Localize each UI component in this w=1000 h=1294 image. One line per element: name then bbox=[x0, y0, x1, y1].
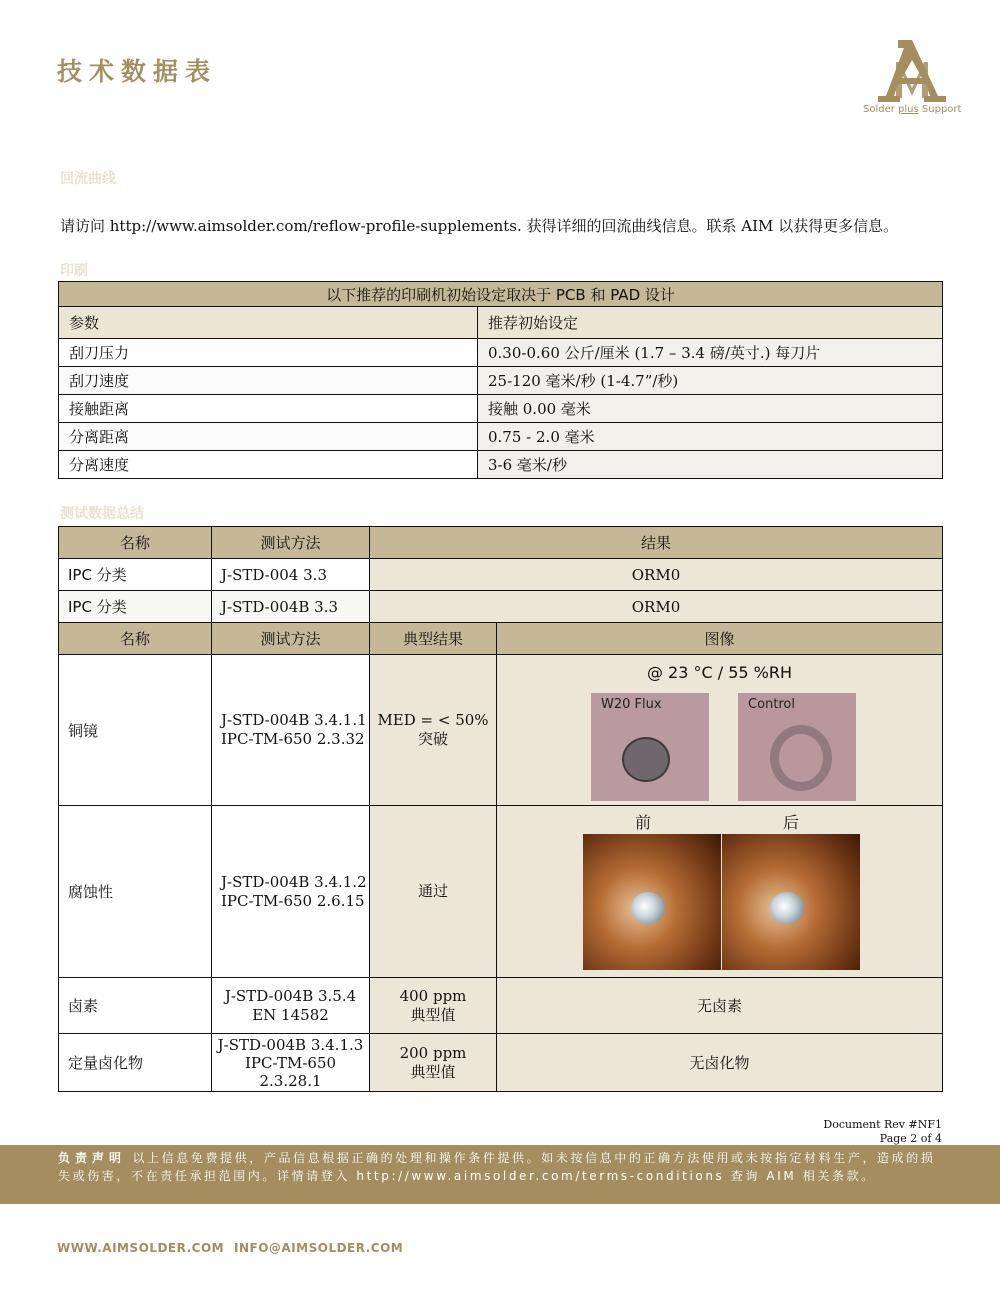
param-cell: 刮刀速度 bbox=[59, 367, 478, 395]
halide-row bbox=[59, 1034, 943, 1092]
test-name: 铜镜 bbox=[59, 655, 212, 806]
typical-result: 200 ppm 典型值 bbox=[370, 1034, 497, 1092]
table-row bbox=[59, 559, 943, 591]
param-cell: 接触距离 bbox=[59, 395, 478, 423]
column-header-name: 名称 bbox=[59, 623, 212, 655]
column-header-setting: 推荐初始设定 bbox=[478, 307, 943, 339]
test-result: ORM0 bbox=[370, 591, 943, 623]
flux-sample-image: W20 Flux bbox=[591, 693, 709, 801]
before-photo bbox=[583, 834, 721, 970]
typical-result: 400 ppm 典型值 bbox=[370, 978, 497, 1034]
reflow-heading: 回流曲线 bbox=[60, 171, 116, 187]
disclaimer-label: 负责声明 bbox=[58, 1151, 127, 1165]
table-row bbox=[59, 395, 943, 423]
test-summary-table bbox=[58, 526, 943, 1092]
test-name: IPC 分类 bbox=[59, 559, 212, 591]
value-cell: 3-6 毫米/秒 bbox=[478, 451, 943, 479]
printing-table bbox=[58, 281, 943, 479]
tests-heading: 测试数据总结 bbox=[60, 506, 144, 522]
after-label: 后 bbox=[783, 813, 800, 832]
corrosion-image bbox=[497, 806, 943, 978]
test-header-row bbox=[59, 527, 943, 559]
value-cell: 接触 0.00 毫米 bbox=[478, 395, 943, 423]
printing-banner-row bbox=[59, 282, 943, 307]
value-cell: 0.75 - 2.0 毫米 bbox=[478, 423, 943, 451]
column-header-name: 名称 bbox=[59, 527, 212, 559]
printing-banner: 以下推荐的印刷机初始设定取决于 PCB 和 PAD 设计 bbox=[59, 282, 943, 307]
table-row bbox=[59, 339, 943, 367]
control-sample-image: Control bbox=[738, 693, 856, 801]
typical-result: MED = < 50% 突破 bbox=[370, 655, 497, 806]
test-result: 无卤化物 bbox=[497, 1034, 943, 1092]
value-cell: 25-120 毫米/秒 (1-4.7”/秒) bbox=[478, 367, 943, 395]
column-header-typical: 典型结果 bbox=[370, 623, 497, 655]
test-header-row-2 bbox=[59, 623, 943, 655]
param-cell: 分离速度 bbox=[59, 451, 478, 479]
column-header-image: 图像 bbox=[497, 623, 943, 655]
test-result: 无卤素 bbox=[497, 978, 943, 1034]
disclaimer-text: 以上信息免费提供，产品信息根据正确的处理和操作条件提供。如未按信息中的正确方法使用或未按指定材料生产，造成的损失或伤害，不在责任承担范围内。详情请登入 http://www.aimsolder.com/terms-conditions 查询 AIM 相关条款。 bbox=[58, 1151, 936, 1183]
printing-heading: 印刷 bbox=[60, 263, 88, 279]
before-label: 前 bbox=[635, 813, 652, 832]
logo-tagline: Solder plus Support bbox=[863, 104, 962, 115]
table-row bbox=[59, 591, 943, 623]
halogen-row bbox=[59, 978, 943, 1034]
corrosion-row bbox=[59, 806, 943, 978]
test-result: ORM0 bbox=[370, 559, 943, 591]
param-cell: 刮刀压力 bbox=[59, 339, 478, 367]
column-header-result: 结果 bbox=[370, 527, 943, 559]
column-header-method: 测试方法 bbox=[212, 623, 370, 655]
page-title: 技术数据表 bbox=[57, 57, 218, 86]
test-name: 腐蚀性 bbox=[59, 806, 212, 978]
disclaimer-banner bbox=[0, 1145, 1000, 1204]
test-method: J-STD-004B 3.4.1.3 IPC-TM-650 2.3.28.1 bbox=[212, 1034, 370, 1092]
test-method: J-STD-004 3.3 bbox=[212, 559, 370, 591]
test-name: 定量卤化物 bbox=[59, 1034, 212, 1092]
test-method: J-STD-004B 3.5.4 EN 14582 bbox=[212, 978, 370, 1034]
test-name: IPC 分类 bbox=[59, 591, 212, 623]
footer-email-link[interactable]: INFO@AIMSOLDER.COM bbox=[234, 1241, 404, 1255]
table-row bbox=[59, 451, 943, 479]
column-header-parameter: 参数 bbox=[59, 307, 478, 339]
test-name: 卤素 bbox=[59, 978, 212, 1034]
test-condition: @ 23 °C / 55 %RH bbox=[646, 663, 793, 682]
test-method: J-STD-004B 3.4.1.2 IPC-TM-650 2.6.15 bbox=[212, 806, 370, 978]
after-photo bbox=[722, 834, 860, 970]
printing-column-headers bbox=[59, 307, 943, 339]
param-cell: 分离距离 bbox=[59, 423, 478, 451]
footer-website-link[interactable]: WWW.AIMSOLDER.COM bbox=[57, 1241, 225, 1255]
column-header-method: 测试方法 bbox=[212, 527, 370, 559]
value-cell: 0.30-0.60 公斤/厘米 (1.7 – 3.4 磅/英寸.) 每刀片 bbox=[478, 339, 943, 367]
test-method: J-STD-004B 3.3 bbox=[212, 591, 370, 623]
document-revision: Document Rev #NF1 Page 2 of 4 bbox=[823, 1118, 942, 1145]
typical-result: 通过 bbox=[370, 806, 497, 978]
reflow-text: 请访问 http://www.aimsolder.com/reflow-profile-supplements. 获得详细的回流曲线信息。联系 AIM 以获得更多信息。 bbox=[60, 217, 899, 235]
copper-mirror-row bbox=[59, 655, 943, 806]
table-row bbox=[59, 423, 943, 451]
table-row bbox=[59, 367, 943, 395]
test-method: J-STD-004B 3.4.1.1 IPC-TM-650 2.3.32 bbox=[212, 655, 370, 806]
copper-mirror-image bbox=[497, 655, 943, 806]
